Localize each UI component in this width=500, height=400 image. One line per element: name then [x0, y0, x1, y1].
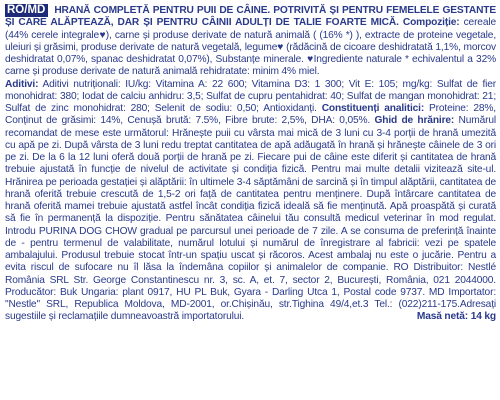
additives-title: Aditivi:	[5, 78, 39, 90]
label-paragraph	[5, 4, 496, 324]
product-label-text	[5, 4, 496, 324]
net-mass: Masă netă: 14 kg	[416, 311, 496, 323]
composition-title: Compoziție:	[402, 17, 460, 29]
additives-text: Aditivi nutriționali: IU/kg: Vitamina A: 22 600; Vitamina D3: 1 300; Vit E: 105; mg/kg: Sulfat de fier monohidrat: 380; Iodat de calciu anhidru: 3,5; Sulfat de cupru pentahidrat: 40; Sulfat de mangan monohidrat: 21; Sulfat de zinc monohidrat: 280; Selenit de sodiu: 0,50; Antioxidanți.	[5, 78, 496, 114]
analytical-title: Constituenți analitici:	[321, 103, 425, 114]
composition-text: cereale (44% cerele integrale♥), carne și produse derivate de natură animală ( (16% *) ), extracte de proteine vegetale, uleiuri și grăsimi, produse derivate de natură vegetală, legume♥ (rădăcină de cicoare deshidratată 1,1%, morcov deshidratat 0,07%, spanac deshidratat 0,07%), Substanțe minerale.	[5, 17, 496, 65]
language-badge: RO/MD	[5, 4, 48, 17]
ingredients-note: ♥Ingrediente naturale * echivalentul a 32% carne și produse derivate de natură animală rehidratate: minim 4% miel.	[5, 54, 496, 78]
analytical-text: Proteine: 28%, Conținut de grăsimi: 14%, Cenușă brută: 7.5%, Fibre brute: 2,5%, DHA: 0,05%.	[5, 103, 496, 127]
feeding-title: Ghid de hrănire:	[374, 115, 455, 127]
product-heading: HRANĂ COMPLETĂ PENTRU PUII DE CÂINE. POTRIVITĂ ȘI PENTRU FEMELELE GESTANTE ȘI CARE ALĂPTEAZĂ, DAR ȘI PENTRU CÂINII ADULȚI DE TALIE FOARTE MICĂ.	[5, 5, 496, 29]
feeding-text: Numărul recomandat de mese este următorul: Hrănește puii cu vârsta mai mică de 3 luni cu 3-4 porții de hrană umezită cu apă pe zi. După vârsta de 3 luni redu treptat cantitatea de apă adăugată în hrană și hrănește câinele de 3 ori pe zi. De la 6 la 12 luni oferă două porții de hrană pe zi. Fiecare pui de câine este diferit și cantitatea de hrană trebuie ajustată în funcție de nivelul de activitate și condiția fizică. Pentru mai multe detalii vizitează site-ul. Hrănirea pe perioada gestației și alăptării: în ultimele 3-4 săptămâni de sarcină și în timpul alăptării, cantitatea de hrană oferită trebuie crescută de 1,5-2 ori față de cantitatea pentru menținere. După întârcare cantitatea de hrană oferită mamei trebuie ajustată astfel încât condiția fizică ideală să fie menținută. Apă proaspătă și curată să fie în permanență la dispoziție. Pentru sănătatea câinelui tău consultă medicul veterinar în mod regulat. Introdu PURINA DOG CHOW gradual pe parcursul unei perioade de 7 zile. A se consuma de preferință înainte de - pentru termenul de valabilitate, numărul lotului și numărul de înregistrare al fabricii: vezi pe spatele ambalajului. Produsul trebuie stocat într-un spațiu uscat și răcoros. Acest ambalaj nu este o jucărie. Pentru a evita riscul de sufocare nu îl lăsa la îndemâna copiilor și animalelor de companie. RO Distribuitor: Nestlé România SRL Str. George Constantinescu nr. 3, sc. A, et. 7, sector 2, București, România, 021 2044000. Producător: Buk Ungaria: plant 0917, HU PL Buk, Gyara - Darling Utca 1, Postal code 9737. MD Importator: "Nestle" SRL, Republica Moldova, MD-2001, or.Chișinău, str.Tighina 49/4,et.3 Tel.: (022)211-175.Adresați sugestiile și reclamațiile dumneavoastră importatorului.	[5, 115, 496, 323]
